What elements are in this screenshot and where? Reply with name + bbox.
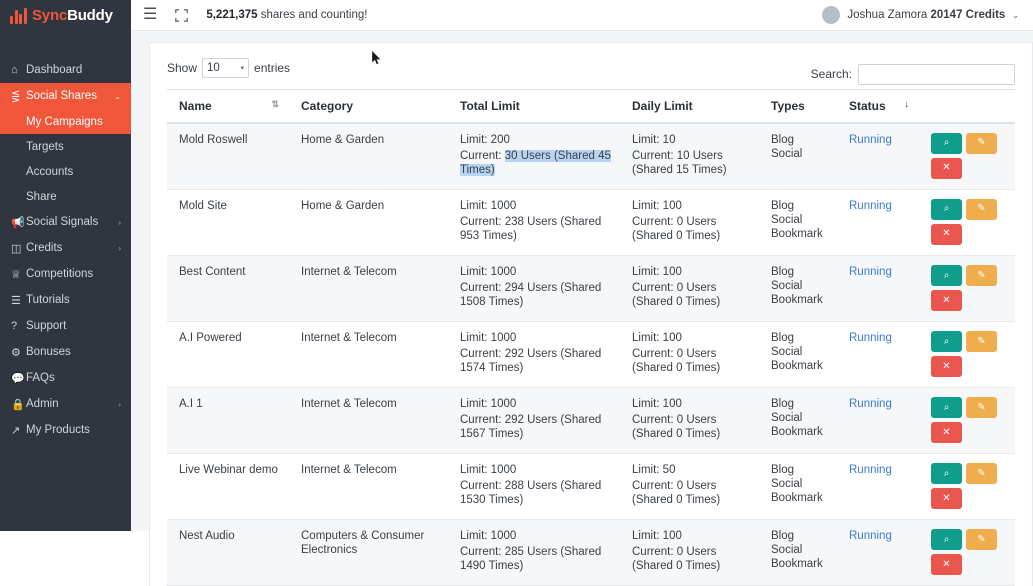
type-item: Bookmark <box>771 228 823 241</box>
cell-status <box>837 454 919 520</box>
total-limit-value: Limit: 1000 <box>460 332 517 345</box>
type-item: Blog <box>771 530 795 543</box>
sidebar-item-accounts[interactable] <box>0 159 131 184</box>
cell-daily-limit <box>620 123 759 190</box>
status-link[interactable]: Running <box>849 134 892 146</box>
cell-status <box>837 256 919 322</box>
column-label: Daily Limit <box>632 99 693 113</box>
cell-total-limit <box>448 322 620 388</box>
daily-current-value: Current: 0 Users (Shared 0 Times) <box>632 282 721 309</box>
sort-icon: ↓ <box>904 99 909 109</box>
cell-category: Internet & Telecom <box>289 388 448 454</box>
daily-current-value: Current: 0 Users (Shared 0 Times) <box>632 546 721 573</box>
brand-name-part2: Buddy <box>67 7 113 24</box>
cell-total-limit <box>448 388 620 454</box>
type-item: Social <box>771 478 803 491</box>
cell-category: Internet & Telecom <box>289 322 448 388</box>
entries-select[interactable] <box>202 58 249 78</box>
total-current-prefix: Current: <box>460 150 505 163</box>
type-item: Blog <box>771 266 795 279</box>
sidebar-item-label: Bonuses <box>26 346 71 358</box>
table-header <box>167 90 1015 124</box>
cell-category: Internet & Telecom <box>289 454 448 520</box>
total-limit-value: Limit: 200 <box>460 134 510 146</box>
column-header-status[interactable] <box>837 90 919 124</box>
daily-limit-value: Limit: 100 <box>632 200 682 213</box>
daily-current-value: Current: 0 Users (Shared 0 Times) <box>632 216 721 243</box>
sidebar-item-label: My Products <box>26 424 90 436</box>
sidebar <box>0 0 131 531</box>
cell-total-limit <box>448 123 620 190</box>
sidebar-item-label: Dashboard <box>26 64 83 76</box>
table-row <box>167 388 1015 454</box>
delete-button[interactable]: ✕ <box>931 356 962 377</box>
search-input[interactable] <box>858 64 1015 85</box>
type-item: Social <box>771 544 803 557</box>
action-buttons <box>931 265 997 311</box>
delete-button[interactable]: ✕ <box>931 158 962 179</box>
external-link-icon: ↗ <box>11 424 21 437</box>
chevron-down-icon: ⌄ <box>114 91 121 101</box>
column-header-total-limit[interactable] <box>448 90 620 124</box>
chevron-right-icon: › <box>118 399 121 409</box>
daily-limit-value: Limit: 100 <box>632 332 682 345</box>
status-link[interactable]: Running <box>849 332 892 345</box>
cell-actions <box>919 256 1015 322</box>
edit-button[interactable]: ✎ <box>966 529 997 550</box>
user-menu[interactable] <box>822 6 1019 24</box>
entries-value: 10 <box>207 62 220 74</box>
view-button[interactable]: ⌕ <box>931 331 962 352</box>
content-area <box>131 31 1033 586</box>
total-current-value: Current: 292 Users (Shared 1574 Times) <box>460 348 602 375</box>
view-button[interactable]: ⌕ <box>931 199 962 220</box>
home-icon: ⌂ <box>11 64 18 76</box>
fullscreen-icon[interactable] <box>175 9 188 22</box>
view-button[interactable]: ⌕ <box>931 463 962 484</box>
type-item: Blog <box>771 332 795 345</box>
top-bar <box>131 0 1033 31</box>
cell-total-limit <box>448 256 620 322</box>
sidebar-subitem-label: Accounts <box>26 165 74 178</box>
gift-icon: ⚙ <box>11 346 21 359</box>
table-row <box>167 190 1015 256</box>
daily-limit-value: Limit: 50 <box>632 464 676 477</box>
cell-name: Mold Site <box>167 190 289 256</box>
view-button[interactable]: ⌕ <box>931 133 962 154</box>
edit-button[interactable]: ✎ <box>966 397 997 418</box>
user-info <box>847 9 1005 21</box>
total-limit-value: Limit: 1000 <box>460 464 517 477</box>
cell-daily-limit <box>620 388 759 454</box>
sidebar-item-label: Social Shares <box>26 90 97 102</box>
campaigns-table <box>167 89 1015 586</box>
sidebar-item-competitions[interactable] <box>0 261 131 287</box>
daily-current-value: Current: 0 Users (Shared 0 Times) <box>632 480 721 507</box>
sidebar-subitem-label: Share <box>26 190 57 203</box>
sidebar-item-tutorials[interactable] <box>0 287 131 313</box>
edit-button[interactable]: ✎ <box>966 331 997 352</box>
credit-card-icon: ◫ <box>11 242 22 255</box>
sidebar-nav <box>0 57 131 443</box>
delete-button[interactable]: ✕ <box>931 554 962 575</box>
column-label: Total Limit <box>460 99 520 113</box>
total-current-value: Current: 238 Users (Shared 953 Times) <box>460 216 602 243</box>
cell-actions <box>919 123 1015 190</box>
table-body <box>167 123 1015 586</box>
column-label: Name <box>179 99 212 113</box>
show-label: Show <box>167 61 198 75</box>
daily-limit-value: Limit: 100 <box>632 398 682 411</box>
column-label: Types <box>771 99 805 113</box>
status-link[interactable]: Running <box>849 266 892 279</box>
total-limit-value: Limit: 1000 <box>460 200 517 213</box>
total-current-value: Current: 292 Users (Shared 1567 Times) <box>460 414 602 441</box>
brand-logo-area[interactable] <box>0 0 131 31</box>
cell-category: Home & Garden <box>289 190 448 256</box>
cell-status <box>837 190 919 256</box>
cell-actions <box>919 190 1015 256</box>
cell-types <box>759 388 837 454</box>
cell-types <box>759 123 837 190</box>
edit-button[interactable]: ✎ <box>966 133 997 154</box>
cell-category: Internet & Telecom <box>289 256 448 322</box>
view-button[interactable]: ⌕ <box>931 529 962 550</box>
cell-types <box>759 190 837 256</box>
chevron-right-icon: › <box>118 243 121 253</box>
cell-daily-limit <box>620 256 759 322</box>
chevron-right-icon: › <box>118 217 121 227</box>
type-item: Blog <box>771 200 795 213</box>
sidebar-item-bonuses[interactable] <box>0 339 131 365</box>
cell-status <box>837 322 919 388</box>
cell-daily-limit <box>620 520 759 586</box>
share-icon: ⋚ <box>11 90 21 103</box>
table-row <box>167 520 1015 586</box>
type-item: Bookmark <box>771 294 823 307</box>
cell-types <box>759 454 837 520</box>
table-row <box>167 123 1015 190</box>
shares-count: 5,221,375 <box>206 9 258 21</box>
cell-status <box>837 123 919 190</box>
daily-current-value: Current: 10 Users (Shared 15 Times) <box>632 150 727 177</box>
cell-total-limit <box>448 520 620 586</box>
status-link[interactable]: Running <box>849 200 892 213</box>
cell-name: A.I Powered <box>167 322 289 388</box>
sidebar-item-support[interactable] <box>0 313 131 339</box>
book-icon: ☰ <box>11 294 21 307</box>
sidebar-item-label: Competitions <box>26 268 94 280</box>
cell-actions <box>919 388 1015 454</box>
delete-button[interactable]: ✕ <box>931 422 962 443</box>
type-item: Social <box>771 412 803 425</box>
table-controls <box>167 57 1015 79</box>
edit-button[interactable]: ✎ <box>966 199 997 220</box>
table-header-row <box>167 90 1015 124</box>
column-header-types[interactable] <box>759 90 837 124</box>
type-item: Bookmark <box>771 558 823 571</box>
brand-name-part1: Sync <box>32 7 68 24</box>
status-link[interactable]: Running <box>849 398 892 411</box>
sidebar-item-label: Tutorials <box>26 294 70 306</box>
column-header-daily-limit[interactable] <box>620 90 759 124</box>
trophy-icon: ♕ <box>11 268 21 281</box>
daily-current-value: Current: 0 Users (Shared 0 Times) <box>632 348 721 375</box>
cell-category: Computers & Consumer Electronics <box>289 520 448 586</box>
sidebar-subitem-label: Targets <box>26 140 64 153</box>
delete-button[interactable]: ✕ <box>931 224 962 245</box>
type-item: Social <box>771 214 803 227</box>
column-label: Category <box>301 99 354 113</box>
bar-chart-logo-icon <box>10 8 28 24</box>
comment-icon: 💬 <box>11 372 25 385</box>
cell-name: Live Webinar demo <box>167 454 289 520</box>
shares-suffix: shares and counting! <box>257 9 368 21</box>
total-limit-value: Limit: 1000 <box>460 530 517 543</box>
lock-icon: 🔒 <box>11 398 25 411</box>
type-item: Bookmark <box>771 492 823 505</box>
status-link[interactable]: Running <box>849 530 892 543</box>
daily-limit-value: Limit: 100 <box>632 266 682 279</box>
sidebar-item-social-shares[interactable] <box>0 83 131 109</box>
view-button[interactable]: ⌕ <box>931 397 962 418</box>
daily-limit-value: Limit: 100 <box>632 530 682 543</box>
signal-icon: 📢 <box>11 216 25 229</box>
search-label: Search: <box>810 67 852 81</box>
type-item: Blog <box>771 464 795 477</box>
status-link[interactable]: Running <box>849 464 892 477</box>
sidebar-item-my-products[interactable] <box>0 417 131 443</box>
edit-button[interactable]: ✎ <box>966 463 997 484</box>
cell-actions <box>919 520 1015 586</box>
total-limit-value: Limit: 1000 <box>460 266 517 279</box>
type-item: Blog <box>771 134 795 146</box>
table-row <box>167 322 1015 388</box>
cell-types <box>759 256 837 322</box>
sidebar-item-my-campaigns[interactable] <box>0 109 131 134</box>
brand-name <box>32 7 113 24</box>
user-credits: 20147 Credits <box>930 9 1006 21</box>
sidebar-item-admin[interactable] <box>0 391 131 417</box>
action-buttons <box>931 133 997 179</box>
sidebar-item-targets[interactable] <box>0 134 131 159</box>
sort-icon: ⇅ <box>271 99 279 109</box>
cell-total-limit <box>448 190 620 256</box>
entries-label: entries <box>254 61 291 75</box>
cell-name: Best Content <box>167 256 289 322</box>
cell-status <box>837 388 919 454</box>
action-buttons <box>931 397 997 443</box>
action-buttons <box>931 529 997 575</box>
cell-name: A.I 1 <box>167 388 289 454</box>
action-buttons <box>931 463 997 509</box>
total-current-value: Current: 294 Users (Shared 1508 Times) <box>460 282 602 309</box>
total-current-value: Current: 285 Users (Shared 1490 Times) <box>460 546 602 573</box>
total-limit-value: Limit: 1000 <box>460 398 517 411</box>
campaigns-card <box>149 42 1033 586</box>
sidebar-subitem-label: My Campaigns <box>26 115 103 128</box>
total-current-highlight: 30 Users (Shared 45 Times) <box>460 150 611 177</box>
sidebar-item-label: Credits <box>26 242 63 254</box>
campaigns-table-wrap <box>167 89 1015 586</box>
cell-status <box>837 520 919 586</box>
delete-button[interactable]: ✕ <box>931 290 962 311</box>
table-row <box>167 256 1015 322</box>
sidebar-item-label: Admin <box>26 398 59 410</box>
cell-daily-limit <box>620 190 759 256</box>
action-buttons <box>931 331 997 377</box>
type-item: Social <box>771 280 803 293</box>
sidebar-item-label: Support <box>26 320 67 332</box>
edit-button[interactable]: ✎ <box>966 265 997 286</box>
column-label: Status <box>849 99 886 113</box>
cell-actions <box>919 322 1015 388</box>
sidebar-item-credits[interactable] <box>0 235 131 261</box>
cell-daily-limit <box>620 454 759 520</box>
cell-name: Nest Audio <box>167 520 289 586</box>
total-current-value: Current: 288 Users (Shared 1530 Times) <box>460 480 602 507</box>
sidebar-item-label: FAQs <box>26 372 55 384</box>
daily-current-value: Current: 0 Users (Shared 0 Times) <box>632 414 721 441</box>
cell-actions <box>919 454 1015 520</box>
daily-limit-value: Limit: 10 <box>632 134 676 146</box>
show-entries-control <box>167 58 290 78</box>
cell-category: Home & Garden <box>289 123 448 190</box>
cell-daily-limit <box>620 322 759 388</box>
hamburger-icon[interactable]: ☰ <box>143 6 158 23</box>
cell-total-limit <box>448 454 620 520</box>
type-item: Blog <box>771 398 795 411</box>
cell-types <box>759 520 837 586</box>
sidebar-item-social-signals[interactable] <box>0 209 131 235</box>
chevron-down-icon: ⌄ <box>1012 10 1019 20</box>
sidebar-item-faqs[interactable] <box>0 365 131 391</box>
type-item: Bookmark <box>771 426 823 439</box>
type-item: Social <box>771 346 803 359</box>
sidebar-item-share[interactable] <box>0 184 131 209</box>
question-icon: ? <box>11 320 18 332</box>
main-area <box>131 0 1033 573</box>
total-current-value <box>460 149 612 177</box>
table-row <box>167 454 1015 520</box>
column-header-actions <box>919 90 1015 124</box>
view-button[interactable]: ⌕ <box>931 265 962 286</box>
chevron-down-icon: ▾ <box>240 65 245 72</box>
shares-counter <box>206 9 367 21</box>
cell-types <box>759 322 837 388</box>
sidebar-item-dashboard[interactable] <box>0 57 131 83</box>
type-item: Bookmark <box>771 360 823 373</box>
action-buttons <box>931 199 997 245</box>
avatar <box>822 6 840 24</box>
column-header-name[interactable] <box>167 90 289 124</box>
search-control <box>811 64 1015 85</box>
type-item: Social <box>771 148 803 161</box>
cell-name: Mold Roswell <box>167 123 289 190</box>
sidebar-item-label: Social Signals <box>26 216 99 228</box>
column-header-category[interactable] <box>289 90 448 124</box>
delete-button[interactable]: ✕ <box>931 488 962 509</box>
user-name: Joshua Zamora <box>847 9 928 21</box>
